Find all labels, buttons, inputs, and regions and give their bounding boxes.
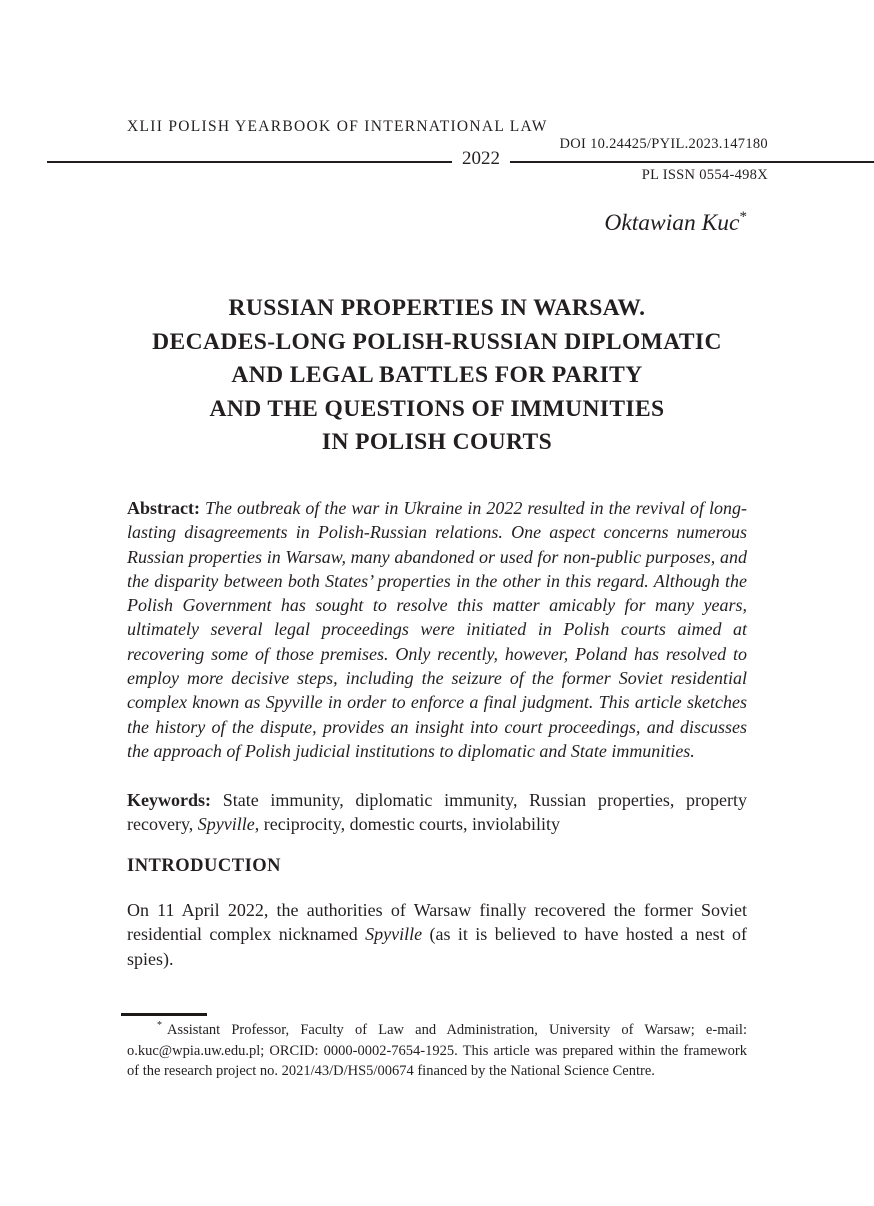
author-footnote-marker: * [739,209,747,226]
intro-italic-term: Spyville [365,924,423,945]
title-line-1: RUSSIAN PROPERTIES IN WARSAW. [228,295,646,321]
keywords-italic-term: Spyville [197,814,255,835]
footnote-text: Assistant Professor, Faculty of Law and Administration, University of Warsaw; e-mail: o.kuc@wpia.uw.edu.pl; ORCID: 0000-0002-7654-1925. This article was prepared within the framework of the research project no. 2021/43/D/HS5/00674 financed by the National Science Centre. [127,1022,747,1079]
footnote-rule [121,1013,207,1016]
title-line-4: AND THE QUESTIONS OF IMMUNITIES [209,395,665,422]
journal-title: XLII POLISH YEARBOOK OF INTERNATIONAL LAW [127,118,548,135]
article-title [127,292,747,460]
abstract-text: The outbreak of the war in Ukraine in 2022 resulted in the revival of long-lasting disagreements in Polish-Russian relations. One aspect concerns numerous Russian properties in Warsaw, many abandoned or used for non-public purposes, and the disparity between both States’ properties in the other in this regard. Although the Polish Government has sought to resolve this matter amicably for many years, ultimately several legal proceedings were initiated in Polish courts aimed at recovering some of those premises. Only recently, however, Poland has resolved to employ more decisive steps, including the seizure of the former Soviet residential complex known as Spyville in order to enforce a final judgment. This article sketches the history of the dispute, provides an insight into court proceedings, and discusses the approach of Polish judicial institutions to diplomatic and State immunities. [127,498,747,761]
intro-text: On 11 April 2022, the authorities of Warsaw finally recovered the former Soviet residential complex nicknamed [127,900,747,945]
keywords-text-after: , reciprocity, domestic courts, inviolability [254,814,561,835]
title-line-3: AND LEGAL BATTLES FOR PARITY [231,362,643,388]
author-line [127,210,747,237]
issn-number: PL ISSN 0554-498X [641,167,768,183]
keywords-text: State immunity, diplomatic immunity, Russian properties, property recovery, [127,790,747,835]
title-line-5: IN POLISH COURTS [321,429,553,455]
author-name: Oktawian Kuc [604,210,740,236]
footnote-marker: * [157,1020,162,1032]
doi-number: DOI 10.24425/PYIL.2023.147180 [559,136,768,152]
keywords-label: Keywords: [127,790,211,810]
author-footnote [127,1020,747,1082]
keywords [127,788,747,837]
volume-year: 2022 [452,148,510,170]
abstract [127,496,747,763]
introduction-paragraph [127,898,747,971]
introduction-heading: INTRODUCTION [127,856,282,876]
intro-text-after: (as it is believed to have hosted a nest of spies). [127,924,748,969]
abstract-label: Abstract: [127,498,200,518]
title-line-2: DECADES-LONG POLISH-RUSSIAN DIPLOMATIC [152,328,722,355]
